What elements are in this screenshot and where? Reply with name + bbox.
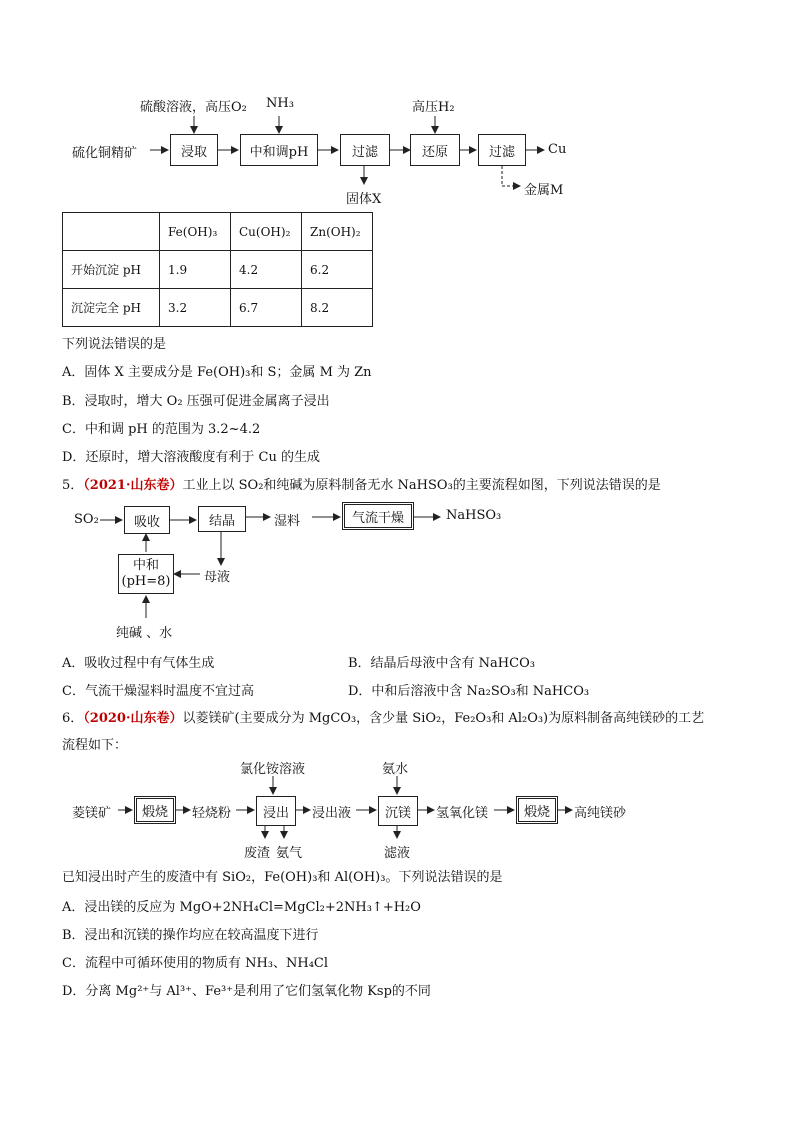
flow1-reagent1: 硫酸溶液，高压O₂ xyxy=(140,100,247,115)
flow1-step-neutralize: 中和调pH xyxy=(240,134,318,166)
flow1-step-filter1: 过滤 xyxy=(340,134,390,166)
flow1-metal: 金属M xyxy=(524,183,564,198)
table-cell: 6.7 xyxy=(231,289,302,327)
flow1-product: Cu xyxy=(548,142,567,157)
table-row xyxy=(63,251,373,289)
q5-option-d: D．中和后溶液中含 Na₂SO₃和 NaHCO₃ xyxy=(348,684,590,699)
flow3-feed: 菱镁矿 xyxy=(72,806,112,821)
table-cell: 开始沉淀 pH xyxy=(63,251,160,289)
q5-number: 5． xyxy=(62,478,84,493)
q4-option-c: C．中和调 pH 的范围为 3.2~4.2 xyxy=(62,422,261,437)
q6-stem-cont: 流程如下： xyxy=(62,738,128,753)
flow3-ammonia: 氨水 xyxy=(382,762,409,777)
flow1-feed: 硫化铜精矿 xyxy=(72,146,138,161)
table-row xyxy=(63,289,373,327)
flow3-product: 高纯镁砂 xyxy=(574,806,627,821)
q5-option-c: C．气流干燥湿料时温度不宜过高 xyxy=(62,684,254,699)
flow3-gas: 氨气 xyxy=(276,846,303,861)
q5-option-a: A．吸收过程中有气体生成 xyxy=(62,656,215,671)
table-cell: 3.2 xyxy=(160,289,231,327)
table-cell: 沉淀完全 pH xyxy=(63,289,160,327)
flow2-product: NaHSO₃ xyxy=(446,508,502,523)
flow1-step-reduce: 还原 xyxy=(410,134,460,166)
q6-note: 已知浸出时产生的废渣中有 SiO₂，Fe(OH)₃和 Al(OH)₃。下列说法错误的是 xyxy=(62,870,503,885)
table-cell: 1.9 xyxy=(160,251,231,289)
precipitation-ph-table xyxy=(62,212,373,327)
q5-option-b: B．结晶后母液中含有 NaHCO₃ xyxy=(348,656,535,671)
table-header-cell: Cu(OH)₂ xyxy=(231,213,302,251)
table-header-cell: Zn(OH)₂ xyxy=(302,213,373,251)
q4-option-d: D．还原时，增大溶液酸度有利于 Cu 的生成 xyxy=(62,450,321,465)
flow1-step-filter2: 过滤 xyxy=(478,134,526,166)
q4-option-a: A．固体 X 主要成分是 Fe(OH)₃和 S；金属 M 为 Zn xyxy=(62,365,372,380)
flow3-filtrate: 滤液 xyxy=(384,846,411,861)
q6-stem: 以菱镁矿(主要成分为 MgCO₃，含少量 SiO₂，Fe₂O₃和 Al₂O₃)为原料制备高纯镁砂的工艺 xyxy=(182,711,705,726)
flow2-raw: 纯碱 、水 xyxy=(116,626,173,641)
flow3-precip: 沉镁 xyxy=(378,796,418,826)
flow2-absorb: 吸收 xyxy=(124,506,170,534)
flow2-mother: 母液 xyxy=(204,570,231,585)
q6-source: （2020·山东卷） xyxy=(83,711,183,726)
q4-stem: 下列说法错误的是 xyxy=(62,337,167,352)
flow1-reagent2: NH₃ xyxy=(266,96,294,111)
q6-heading xyxy=(62,707,704,726)
table-cell: 6.2 xyxy=(302,251,373,289)
table-cell: 8.2 xyxy=(302,289,373,327)
table-cell: 4.2 xyxy=(231,251,302,289)
flow3-light: 轻烧粉 xyxy=(192,806,232,821)
flow3-mgoh: 氢氧化镁 xyxy=(436,806,489,821)
flow1-step-leach: 浸取 xyxy=(170,134,218,166)
flow3-residue: 废渣 xyxy=(244,846,271,861)
table-header-cell xyxy=(63,213,160,251)
flow2-neutralize-ph: (pH=8) xyxy=(121,574,171,589)
q6-option-d: D．分离 Mg²⁺与 Al³⁺、Fe³⁺是利用了它们氢氧化物 Ksp的不同 xyxy=(62,984,431,999)
table-header-row xyxy=(63,213,373,251)
flow3-leachate: 浸出液 xyxy=(312,806,352,821)
q6-number: 6． xyxy=(62,711,84,726)
flow2-neutralize xyxy=(118,554,174,594)
table-header-cell: Fe(OH)₃ xyxy=(160,213,231,251)
flow3-leach: 浸出 xyxy=(256,796,296,826)
flow2-neutralize-label: 中和 xyxy=(132,558,159,573)
q4-option-b: B．浸取时，增大 O₂ 压强可促进金属离子浸出 xyxy=(62,394,330,409)
flow2-dry: 气流干燥 xyxy=(342,502,414,530)
q5-heading xyxy=(62,474,661,493)
q6-option-c: C．流程中可循环使用的物质有 NH₃、NH₄Cl xyxy=(62,956,329,971)
q5-source: （2021·山东卷） xyxy=(83,478,183,493)
flow1-solid: 固体X xyxy=(346,192,382,207)
flow2-crystal: 结晶 xyxy=(198,506,246,532)
q5-stem: 工业上以 SO₂和纯碱为原料制备无水 NaHSO₃的主要流程如图，下列说法错误的是 xyxy=(182,478,661,493)
flow3-calcine2: 煅烧 xyxy=(516,796,558,824)
flow2-feed: SO₂ xyxy=(74,512,99,527)
flow3-nh4cl: 氯化铵溶液 xyxy=(240,762,306,777)
flow2-wet: 湿料 xyxy=(274,514,301,529)
flow1-reagent3: 高压H₂ xyxy=(412,100,455,115)
q6-option-a: A．浸出镁的反应为 MgO+2NH₄Cl=MgCl₂+2NH₃↑+H₂O xyxy=(62,900,421,915)
flow3-calcine1: 煅烧 xyxy=(134,796,176,824)
q6-option-b: B．浸出和沉镁的操作均应在较高温度下进行 xyxy=(62,928,319,943)
